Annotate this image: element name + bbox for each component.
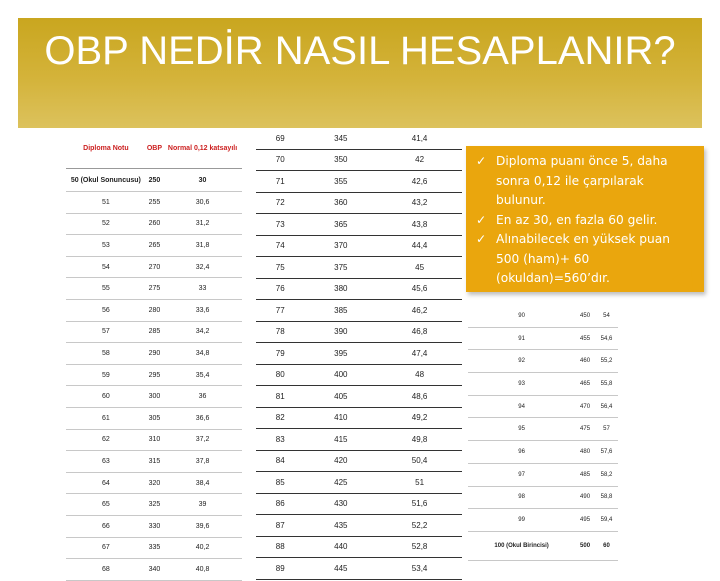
table-cell: 56 xyxy=(66,299,146,321)
table-cell: 300 xyxy=(146,386,163,408)
header-obp: OBP xyxy=(146,128,163,169)
table-row xyxy=(468,305,618,327)
table-row xyxy=(468,395,618,418)
table-cell: 280 xyxy=(146,299,163,321)
table-cell: 255 xyxy=(146,192,163,214)
table-cell: 60 xyxy=(66,386,146,408)
table-cell: 32,4 xyxy=(163,256,242,278)
table-cell: 69 xyxy=(256,128,304,149)
table-cell: 48,6 xyxy=(377,386,462,408)
table-row xyxy=(66,343,242,365)
table-cell: 67 xyxy=(66,537,146,559)
table-cell: 360 xyxy=(304,192,377,214)
table-cell: 78 xyxy=(256,321,304,343)
table-cell: 46,2 xyxy=(377,300,462,322)
table-cell: 54 xyxy=(66,256,146,278)
table-cell: 460 xyxy=(575,350,595,373)
table-row xyxy=(256,386,462,408)
table-cell: 36 xyxy=(163,386,242,408)
table-cell: 80 xyxy=(256,364,304,386)
table-cell: 33 xyxy=(163,278,242,300)
table-row xyxy=(66,429,242,451)
table-cell: 500 xyxy=(575,531,595,560)
table-cell: 385 xyxy=(304,300,377,322)
table-row xyxy=(256,343,462,365)
table-row xyxy=(256,149,462,171)
table-cell: 88 xyxy=(256,536,304,558)
table-cell: 99 xyxy=(468,509,575,532)
info-callout xyxy=(466,146,704,292)
table-cell: 70 xyxy=(256,149,304,171)
table-row xyxy=(66,494,242,516)
table-row xyxy=(256,558,462,580)
table-cell: 415 xyxy=(304,429,377,451)
table-cell: 440 xyxy=(304,536,377,558)
table-cell: 495 xyxy=(575,509,595,532)
table-cell: 71 xyxy=(256,171,304,193)
table-cell: 81 xyxy=(256,386,304,408)
table-cell: 330 xyxy=(146,515,163,537)
check-icon: ✓ xyxy=(476,154,487,168)
table-cell: 30,6 xyxy=(163,192,242,214)
table-right xyxy=(468,305,618,561)
table-cell: 38,4 xyxy=(163,472,242,494)
table-row xyxy=(66,169,242,192)
table-cell: 34,2 xyxy=(163,321,242,343)
table-cell: 395 xyxy=(304,343,377,365)
table-row xyxy=(256,536,462,558)
table-row xyxy=(468,463,618,486)
table-cell: 62 xyxy=(66,429,146,451)
table-cell: 59 xyxy=(66,364,146,386)
table-cell: 490 xyxy=(575,486,595,509)
table-row xyxy=(468,418,618,441)
table-cell: 60 xyxy=(595,531,618,560)
table-cell: 90 xyxy=(468,305,575,327)
header-diploma: Diploma Notu xyxy=(66,128,146,169)
table-cell: 82 xyxy=(256,407,304,429)
table-row xyxy=(66,321,242,343)
table-cell: 260 xyxy=(146,213,163,235)
table-cell: 445 xyxy=(304,558,377,580)
table-cell: 61 xyxy=(66,407,146,429)
table-cell: 310 xyxy=(146,429,163,451)
header-normal: Normal 0,12 katsayılı xyxy=(163,128,242,169)
table-cell: 57 xyxy=(595,418,618,441)
table-cell: 73 xyxy=(256,214,304,236)
callout-item xyxy=(476,152,696,211)
table-cell: 345 xyxy=(304,128,377,149)
table-row xyxy=(66,559,242,581)
table-cell: 39,6 xyxy=(163,515,242,537)
table-row xyxy=(468,531,618,560)
table-cell: 42,6 xyxy=(377,171,462,193)
table-cell: 51,6 xyxy=(377,493,462,515)
callout-text: Diploma puanı önce 5, daha sonra 0,12 ile çarpılarak bulunur. xyxy=(496,154,668,207)
table-cell: 65 xyxy=(66,494,146,516)
table-row xyxy=(256,407,462,429)
table-cell: 455 xyxy=(575,327,595,350)
table-cell: 83 xyxy=(256,429,304,451)
table-row xyxy=(256,214,462,236)
table-cell: 72 xyxy=(256,192,304,214)
table-row xyxy=(66,472,242,494)
table-cell: 58,8 xyxy=(595,486,618,509)
table-cell: 76 xyxy=(256,278,304,300)
table-cell: 50,4 xyxy=(377,450,462,472)
table-row xyxy=(66,386,242,408)
table-cell: 39 xyxy=(163,494,242,516)
table-cell: 265 xyxy=(146,235,163,257)
table-cell: 41,4 xyxy=(377,128,462,149)
table-cell: 380 xyxy=(304,278,377,300)
table-cell: 425 xyxy=(304,472,377,494)
table-cell: 37,8 xyxy=(163,451,242,473)
table-cell: 270 xyxy=(146,256,163,278)
table-cell: 44,4 xyxy=(377,235,462,257)
table-cell: 30 xyxy=(163,169,242,192)
table-cell: 375 xyxy=(304,257,377,279)
table-cell: 64 xyxy=(66,472,146,494)
table-cell: 42 xyxy=(377,149,462,171)
table-cell: 36,6 xyxy=(163,407,242,429)
table-cell: 405 xyxy=(304,386,377,408)
callout-list xyxy=(466,146,704,289)
table-row xyxy=(66,256,242,278)
table-cell: 34,8 xyxy=(163,343,242,365)
table-cell: 89 xyxy=(256,558,304,580)
callout-text: Alınabilecek en yüksek puan 500 (ham)+ 60 (okuldan)=560’dır. xyxy=(496,232,670,285)
table-cell: 51 xyxy=(377,472,462,494)
table-cell: 55 xyxy=(66,278,146,300)
table-header-row xyxy=(66,128,242,169)
table-cell: 365 xyxy=(304,214,377,236)
table-cell: 355 xyxy=(304,171,377,193)
table-cell: 485 xyxy=(575,463,595,486)
table-row xyxy=(66,515,242,537)
table-row xyxy=(256,128,462,149)
table-cell: 40,8 xyxy=(163,559,242,581)
table-row xyxy=(66,537,242,559)
table-cell: 43,8 xyxy=(377,214,462,236)
table-cell: 40,2 xyxy=(163,537,242,559)
table-row xyxy=(468,373,618,396)
title-band xyxy=(18,18,702,128)
table-cell: 480 xyxy=(575,441,595,464)
check-icon: ✓ xyxy=(476,212,487,227)
table-row xyxy=(256,364,462,386)
table-cell: 47,4 xyxy=(377,343,462,365)
table-cell: 66 xyxy=(66,515,146,537)
table-cell: 295 xyxy=(146,364,163,386)
table-cell: 43,2 xyxy=(377,192,462,214)
table-cell: 56,4 xyxy=(595,395,618,418)
table-cell: 320 xyxy=(146,472,163,494)
table-cell: 410 xyxy=(304,407,377,429)
table-cell: 79 xyxy=(256,343,304,365)
table-cell: 97 xyxy=(468,463,575,486)
table-cell: 370 xyxy=(304,235,377,257)
table-cell: 55,8 xyxy=(595,373,618,396)
table-cell: 420 xyxy=(304,450,377,472)
table-row xyxy=(468,509,618,532)
table-cell: 315 xyxy=(146,451,163,473)
table-row xyxy=(256,278,462,300)
table-cell: 325 xyxy=(146,494,163,516)
table-cell: 85 xyxy=(256,472,304,494)
table-row xyxy=(66,213,242,235)
table-cell: 100 (Okul Birincisi) xyxy=(468,531,575,560)
table-cell: 91 xyxy=(468,327,575,350)
table-cell: 53 xyxy=(66,235,146,257)
table-row xyxy=(66,278,242,300)
table-cell: 275 xyxy=(146,278,163,300)
slide-title: OBP NEDİR NASIL HESAPLANIR? xyxy=(44,29,676,73)
table-cell: 87 xyxy=(256,515,304,537)
table-cell: 35,4 xyxy=(163,364,242,386)
table-cell: 84 xyxy=(256,450,304,472)
table-cell: 98 xyxy=(468,486,575,509)
table-cell: 470 xyxy=(575,395,595,418)
table-cell: 86 xyxy=(256,493,304,515)
table-cell: 52 xyxy=(66,213,146,235)
table-row xyxy=(66,451,242,473)
table-row xyxy=(468,486,618,509)
check-icon: ✓ xyxy=(476,232,487,246)
table-row xyxy=(256,192,462,214)
table-cell: 57 xyxy=(66,321,146,343)
table-cell: 465 xyxy=(575,373,595,396)
callout-text: En az 30, en fazla 60 gelir. xyxy=(496,212,658,227)
table-cell: 74 xyxy=(256,235,304,257)
table-row xyxy=(256,321,462,343)
table-row xyxy=(256,235,462,257)
table-row xyxy=(66,192,242,214)
table-row xyxy=(256,515,462,537)
table-cell: 58,2 xyxy=(595,463,618,486)
table-cell: 285 xyxy=(146,321,163,343)
table-row xyxy=(66,235,242,257)
table-middle xyxy=(256,128,462,580)
table-cell: 52,8 xyxy=(377,536,462,558)
table-row xyxy=(66,364,242,386)
table-cell: 45,6 xyxy=(377,278,462,300)
table-cell: 63 xyxy=(66,451,146,473)
table-cell: 68 xyxy=(66,559,146,581)
table-cell: 31,8 xyxy=(163,235,242,257)
table-cell: 33,6 xyxy=(163,299,242,321)
table-row xyxy=(256,429,462,451)
table-cell: 37,2 xyxy=(163,429,242,451)
table-cell: 48 xyxy=(377,364,462,386)
table-cell: 57,6 xyxy=(595,441,618,464)
table-cell: 94 xyxy=(468,395,575,418)
table-cell: 475 xyxy=(575,418,595,441)
table-cell: 53,4 xyxy=(377,558,462,580)
table-row xyxy=(468,350,618,373)
table-cell: 340 xyxy=(146,559,163,581)
table-row xyxy=(256,171,462,193)
table-cell: 52,2 xyxy=(377,515,462,537)
table-cell: 250 xyxy=(146,169,163,192)
callout-item xyxy=(476,230,696,289)
table-cell: 45 xyxy=(377,257,462,279)
table-cell: 96 xyxy=(468,441,575,464)
table-cell: 46,8 xyxy=(377,321,462,343)
table-cell: 95 xyxy=(468,418,575,441)
table-cell: 290 xyxy=(146,343,163,365)
table-cell: 435 xyxy=(304,515,377,537)
table-cell: 54 xyxy=(595,305,618,327)
table-row xyxy=(256,300,462,322)
table-cell: 77 xyxy=(256,300,304,322)
table-cell: 49,2 xyxy=(377,407,462,429)
table-row xyxy=(256,257,462,279)
table-cell: 92 xyxy=(468,350,575,373)
table-left xyxy=(66,128,242,581)
table-cell: 59,4 xyxy=(595,509,618,532)
table-cell: 390 xyxy=(304,321,377,343)
table-cell: 75 xyxy=(256,257,304,279)
table-cell: 51 xyxy=(66,192,146,214)
table-row xyxy=(256,472,462,494)
table-row xyxy=(468,441,618,464)
table-row xyxy=(256,493,462,515)
callout-item xyxy=(476,211,696,231)
table-cell: 350 xyxy=(304,149,377,171)
table-cell: 55,2 xyxy=(595,350,618,373)
table-cell: 335 xyxy=(146,537,163,559)
table-cell: 430 xyxy=(304,493,377,515)
table-row xyxy=(66,407,242,429)
table-cell: 50 (Okul Sonuncusu) xyxy=(66,169,146,192)
table-cell: 93 xyxy=(468,373,575,396)
table-cell: 58 xyxy=(66,343,146,365)
table-cell: 450 xyxy=(575,305,595,327)
table-row xyxy=(256,450,462,472)
table-row xyxy=(66,299,242,321)
table-row xyxy=(468,327,618,350)
table-cell: 54,6 xyxy=(595,327,618,350)
table-cell: 400 xyxy=(304,364,377,386)
table-cell: 305 xyxy=(146,407,163,429)
table-cell: 49,8 xyxy=(377,429,462,451)
table-cell: 31,2 xyxy=(163,213,242,235)
